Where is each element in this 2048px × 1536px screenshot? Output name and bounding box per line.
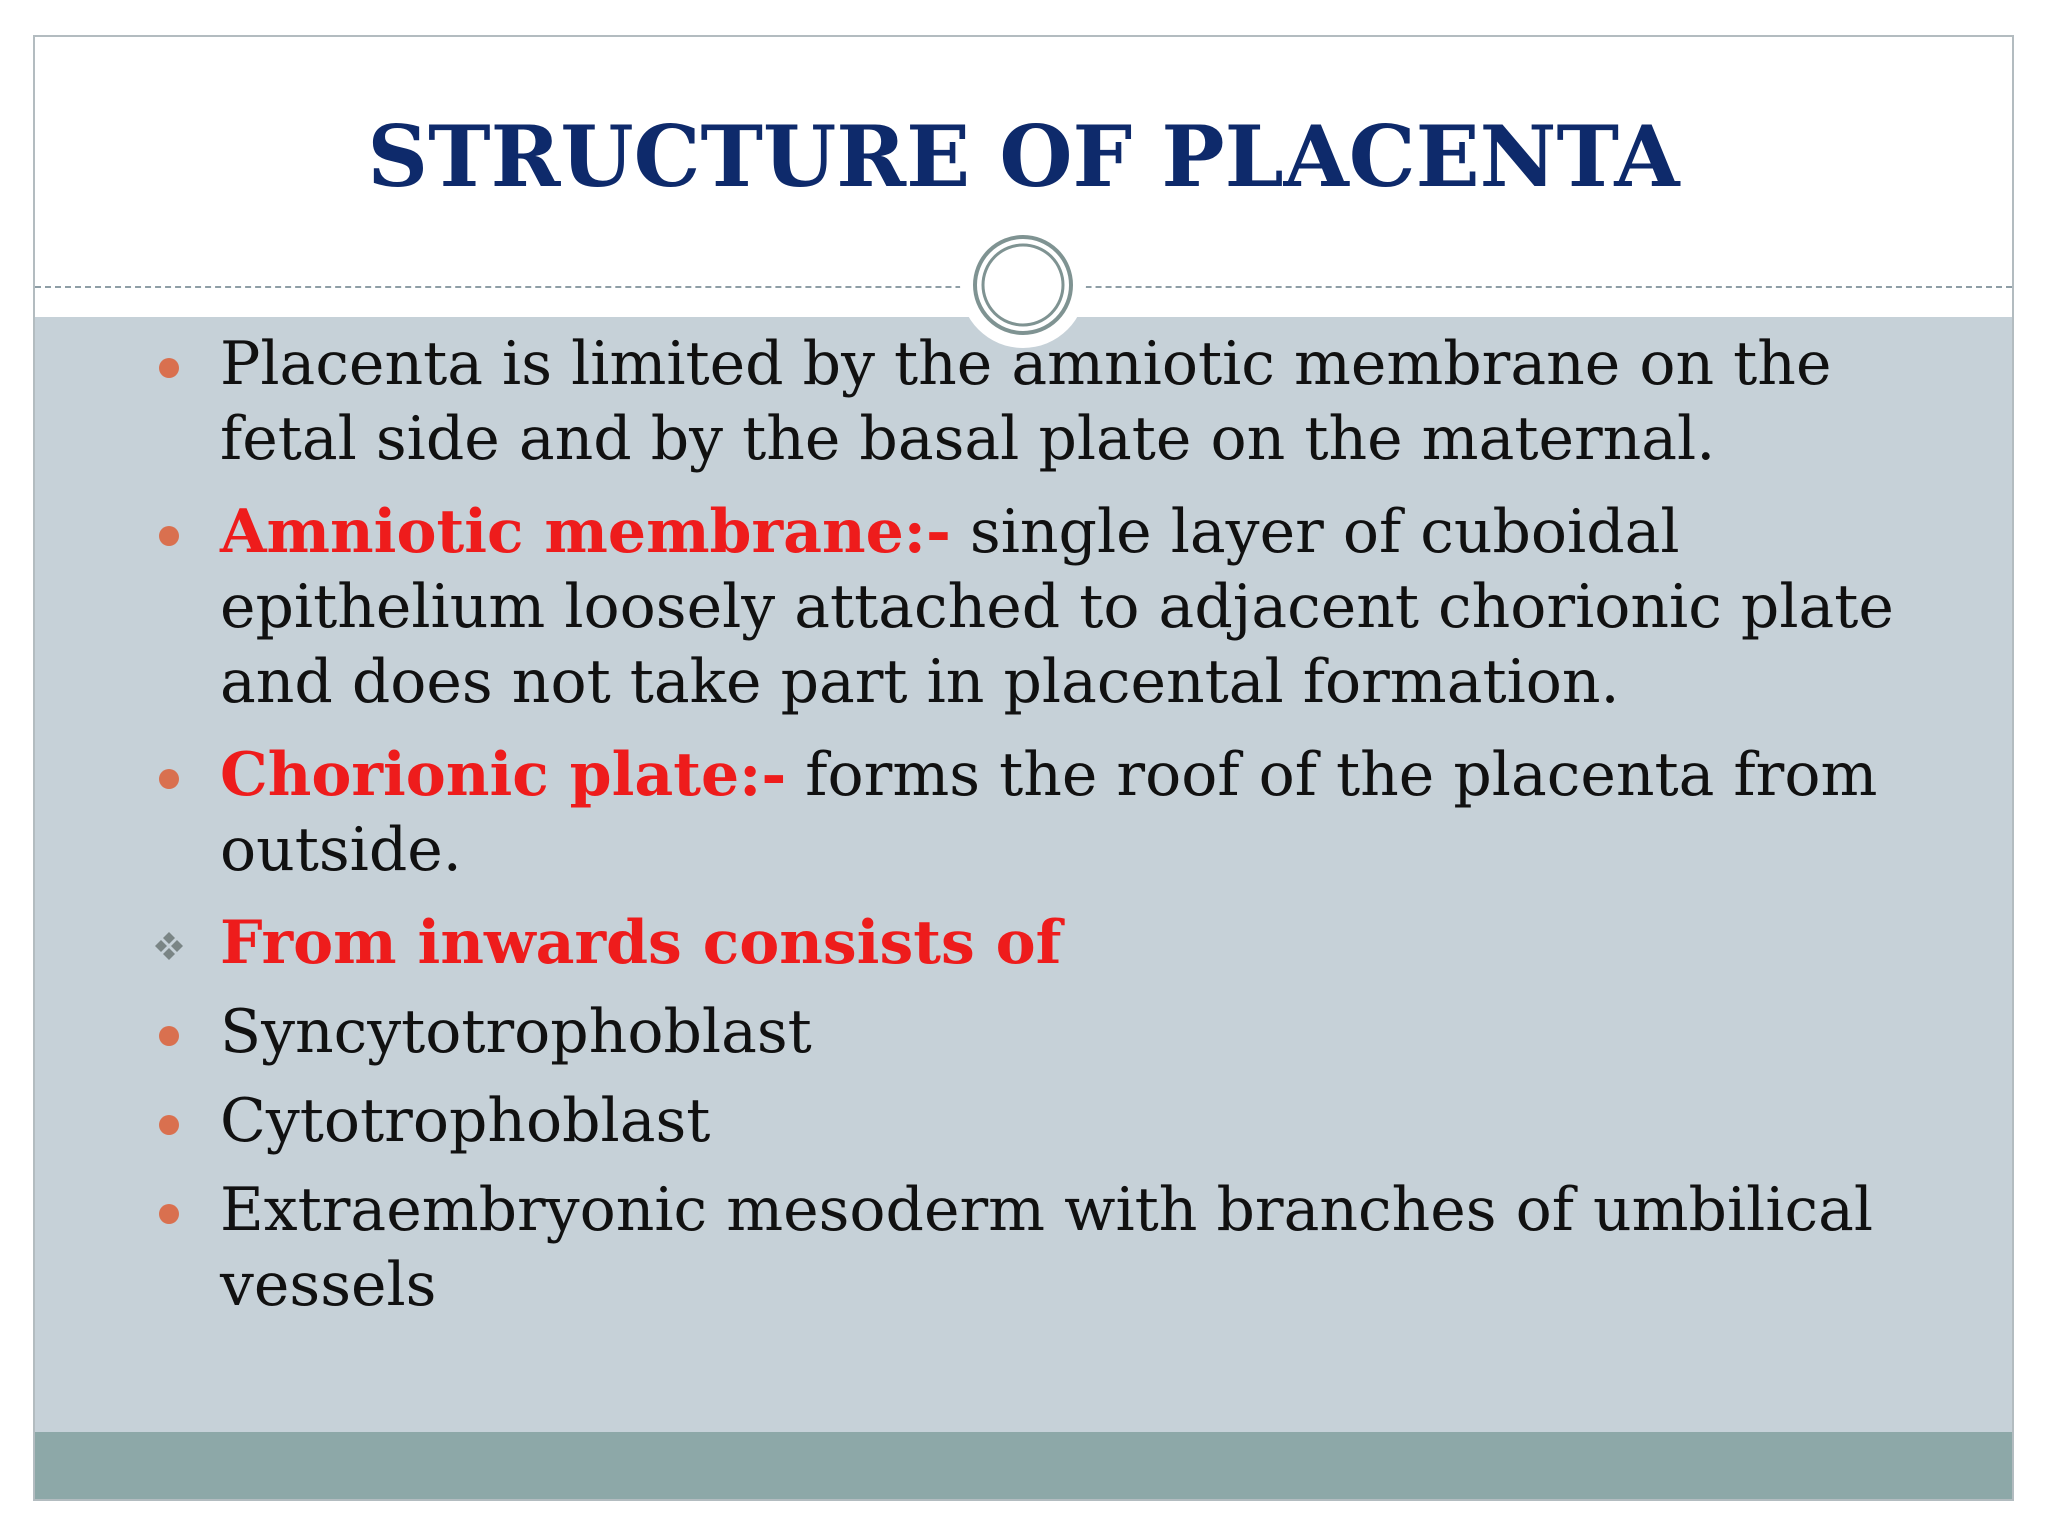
bullet-item	[125, 1084, 1985, 1159]
bullet-text: Syncytotrophoblast	[220, 997, 812, 1067]
bullet-item	[125, 995, 1985, 1070]
bullet-dot-icon	[159, 1204, 179, 1224]
bullet-dot-icon	[159, 769, 179, 789]
bullet-text: Extraembryonic mesoderm with branches of umbilical vessels	[220, 1175, 1874, 1320]
section-heading: From inwards consists of	[220, 908, 1062, 978]
bullet-term: Amniotic membrane:-	[220, 497, 951, 567]
bullet-dot-icon	[159, 526, 179, 546]
bullet-dot-icon	[159, 1115, 179, 1135]
slide-title: STRUCTURE OF PLACENTA	[367, 107, 1680, 206]
bullet-text: forms the roof of the placenta from outside.	[220, 740, 1878, 885]
bullet-item	[125, 1173, 1985, 1323]
bullet-list	[125, 327, 1985, 1337]
bullet-dot-icon	[159, 1026, 179, 1046]
bullet-item	[125, 738, 1985, 888]
bullet-item	[125, 906, 1985, 981]
footer-band	[35, 1432, 2012, 1501]
bullet-text: single layer of cuboidal epithelium loosely attached to adjacent chorionic plate and does not take part in placental formation.	[220, 497, 1894, 717]
bullet-text: Placenta is limited by the amniotic membrane on the fetal side and by the basal plate on the maternal.	[220, 329, 1832, 474]
bullet-dot-icon	[159, 358, 179, 378]
bullet-term: Chorionic plate:-	[220, 740, 787, 810]
bullet-item	[125, 327, 1985, 477]
bullet-item	[125, 495, 1985, 720]
diamond-icon	[151, 928, 187, 964]
bullet-text: Cytotrophoblast	[220, 1086, 711, 1156]
slide	[33, 35, 2014, 1501]
